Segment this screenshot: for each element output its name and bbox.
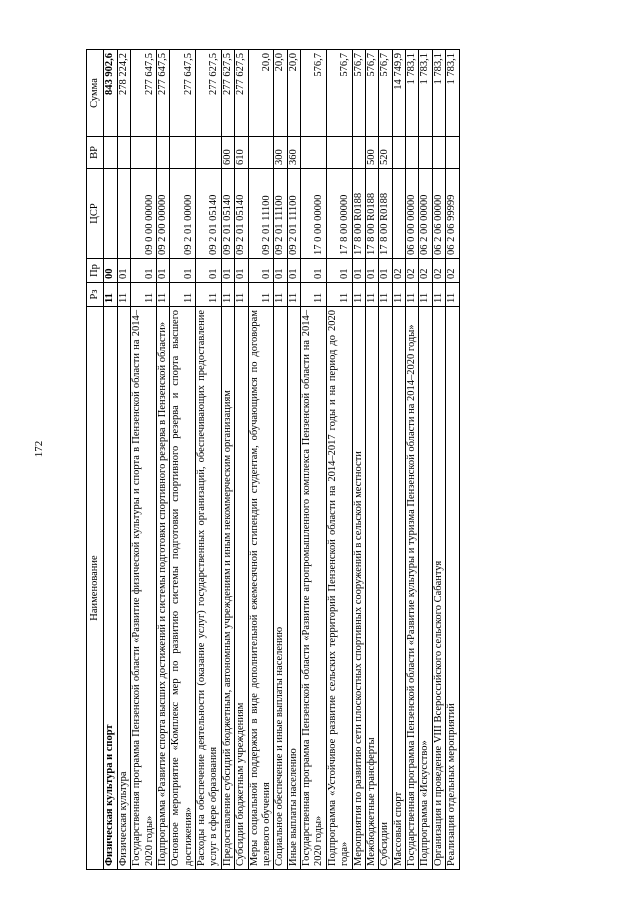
cell-name: Физическая культура [117,307,130,870]
page-number: 172 [33,440,45,458]
cell-vr [117,137,130,169]
cell-vr: 600 [221,137,234,169]
cell-rz: 11 [117,283,130,307]
cell-csr: 09 2 01 05140 [221,169,234,259]
table-row [432,50,445,870]
cell-vr: 500 [365,137,378,169]
cell-vr [131,137,157,169]
table-row [326,50,352,870]
cell-rz: 11 [365,283,378,307]
header-vr: ВР [87,137,104,169]
cell-name: Подпрограмма «Устойчивое развитие сельских территорий Пензенской области на 2014–2017 годы и на период до 2020 года» [326,307,352,870]
cell-pr: 02 [432,259,445,283]
cell-rz: 11 [131,283,157,307]
cell-rz: 11 [406,283,419,307]
cell-csr: 17 8 00 R0188 [379,169,392,259]
cell-csr: 06 2 06 00000 [432,169,445,259]
cell-pr: 02 [446,259,459,283]
table-row [248,50,274,870]
cell-rz: 11 [301,283,327,307]
cell-name: Расходы на обеспечение деятельности (оказание услуг) государственных организаций, обеспечивающих предоставление услуг в сфере образования [196,307,222,870]
cell-name: Физическая культура и спорт [104,307,117,870]
cell-sum: 14 749,9 [392,50,405,137]
cell-rz: 11 [379,283,392,307]
cell-vr [170,137,196,169]
header-sum: Сумма [87,50,104,137]
cell-csr: 17 8 00 00000 [326,169,352,259]
table-row [419,50,432,870]
cell-name: Социальное обеспечение и иные выплаты населению [274,307,287,870]
cell-name: Подпрограмма «Искусство» [419,307,432,870]
table-row [446,50,459,870]
rotated-page [86,50,574,870]
cell-name: Государственная программа Пензенской области «Развитие культуры и туризма Пензенской области на 2014–2020 годы» [406,307,419,870]
cell-csr: 06 2 06 99999 [446,169,459,259]
header-csr: ЦСР [87,169,104,259]
table-body [104,50,459,870]
header-pr: Пр [87,259,104,283]
cell-name: Организация и проведение VIII Всероссийского сельского Сабантуя [432,307,445,870]
cell-vr [196,137,222,169]
cell-pr: 01 [287,259,300,283]
table-row [287,50,300,870]
cell-name: Субсидии бюджетным учреждениям [235,307,248,870]
cell-csr: 17 8 00 R0188 [352,169,365,259]
cell-csr: 09 2 01 11100 [248,169,274,259]
cell-vr: 360 [287,137,300,169]
cell-pr: 01 [170,259,196,283]
cell-csr: 06 0 00 00000 [406,169,419,259]
cell-sum: 277 647,5 [156,50,169,137]
table-row [379,50,392,870]
cell-sum: 576,7 [326,50,352,137]
table-row [131,50,157,870]
cell-pr: 02 [406,259,419,283]
cell-rz: 11 [248,283,274,307]
cell-sum: 277 647,5 [131,50,157,137]
table-row [221,50,234,870]
table-row [392,50,405,870]
cell-name: Основное мероприятие «Комплекс мер по развитию системы подготовки спортивного резерва и спорта высшего достижения» [170,307,196,870]
cell-pr: 01 [326,259,352,283]
cell-vr [419,137,432,169]
table-row [156,50,169,870]
cell-rz: 11 [235,283,248,307]
cell-rz: 11 [287,283,300,307]
cell-rz: 11 [419,283,432,307]
header-rz: Рз [87,283,104,307]
cell-csr: 09 0 00 00000 [131,169,157,259]
cell-sum: 576,7 [301,50,327,137]
cell-pr: 01 [274,259,287,283]
cell-name: Предоставление субсидий бюджетным, автономным учреждениям и иным некоммерческим организациям [221,307,234,870]
table-header-row [87,50,104,870]
cell-sum: 20,0 [287,50,300,137]
cell-name: Подпрограмма «Развитие спорта высших достижений и системы подготовки спортивного резерва в Пензенской области» [156,307,169,870]
cell-csr: 09 2 01 05140 [235,169,248,259]
cell-sum: 1 783,1 [406,50,419,137]
cell-vr [104,137,117,169]
cell-vr [446,137,459,169]
cell-sum: 843 902,6 [104,50,117,137]
table-row [365,50,378,870]
cell-vr [301,137,327,169]
cell-name: Иные выплаты населению [287,307,300,870]
cell-vr [156,137,169,169]
cell-pr: 00 [104,259,117,283]
cell-name: Массовый спорт [392,307,405,870]
cell-sum: 278 224,2 [117,50,130,137]
table-row [170,50,196,870]
cell-pr: 01 [156,259,169,283]
cell-name: Субсидии [379,307,392,870]
cell-rz: 11 [196,283,222,307]
cell-pr: 01 [301,259,327,283]
cell-pr: 01 [352,259,365,283]
cell-name: Меры социальной поддержки в виде дополнительной ежемесячной стипендии студентам, обучающимся по договорам целевого обучения [248,307,274,870]
cell-rz: 11 [170,283,196,307]
table-row [117,50,130,870]
cell-vr: 520 [379,137,392,169]
cell-rz: 11 [104,283,117,307]
cell-sum: 576,7 [365,50,378,137]
header-name: Наименование [87,307,104,870]
cell-rz: 11 [432,283,445,307]
cell-vr: 610 [235,137,248,169]
cell-pr: 01 [196,259,222,283]
cell-sum: 1 783,1 [419,50,432,137]
cell-sum: 277 627,5 [235,50,248,137]
cell-pr: 01 [365,259,378,283]
cell-vr [406,137,419,169]
table-row [274,50,287,870]
cell-csr [117,169,130,259]
cell-sum: 1 783,1 [432,50,445,137]
cell-vr [432,137,445,169]
table-row [235,50,248,870]
cell-csr: 09 2 01 00000 [170,169,196,259]
cell-csr: 17 8 00 R0188 [365,169,378,259]
cell-rz: 11 [446,283,459,307]
cell-pr: 02 [392,259,405,283]
cell-csr [104,169,117,259]
cell-sum: 277 627,5 [221,50,234,137]
cell-rz: 11 [392,283,405,307]
table-row [301,50,327,870]
cell-pr: 01 [235,259,248,283]
cell-vr [392,137,405,169]
cell-sum: 576,7 [379,50,392,137]
budget-table [86,49,460,870]
cell-csr: 09 2 01 11100 [287,169,300,259]
cell-pr: 01 [221,259,234,283]
cell-sum: 277 647,5 [170,50,196,137]
cell-rz: 11 [274,283,287,307]
cell-sum: 576,7 [352,50,365,137]
cell-csr: 09 2 01 05140 [196,169,222,259]
cell-name: Государственная программа Пензенской области «Развитие физической культуры и спорта в Пензенской области на 2014–2020 годы» [131,307,157,870]
cell-vr [352,137,365,169]
cell-csr: 17 0 00 00000 [301,169,327,259]
cell-pr: 01 [379,259,392,283]
cell-rz: 11 [352,283,365,307]
table-row [406,50,419,870]
cell-pr: 01 [248,259,274,283]
cell-pr: 02 [419,259,432,283]
cell-name: Межбюджетные трансферты [365,307,378,870]
cell-sum: 1 783,1 [446,50,459,137]
cell-vr [248,137,274,169]
cell-csr: 09 2 01 11100 [274,169,287,259]
cell-vr: 300 [274,137,287,169]
cell-rz: 11 [221,283,234,307]
cell-vr [326,137,352,169]
table-row [104,50,117,870]
cell-pr: 01 [117,259,130,283]
table-row [352,50,365,870]
cell-rz: 11 [156,283,169,307]
cell-sum: 277 627,5 [196,50,222,137]
cell-csr: 09 2 00 00000 [156,169,169,259]
cell-csr: 06 2 00 00000 [419,169,432,259]
cell-csr [392,169,405,259]
cell-name: Реализация отдельных мероприятий [446,307,459,870]
table-row [196,50,222,870]
cell-name: Государственная программа Пензенской области «Развитие агропромышленного комплекса Пензенской области на 2014–2020 годы» [301,307,327,870]
cell-rz: 11 [326,283,352,307]
cell-sum: 20,0 [274,50,287,137]
cell-sum: 20,0 [248,50,274,137]
cell-pr: 01 [131,259,157,283]
cell-name: Мероприятия по развитию сети плоскостных спортивных сооружений в сельской местности [352,307,365,870]
